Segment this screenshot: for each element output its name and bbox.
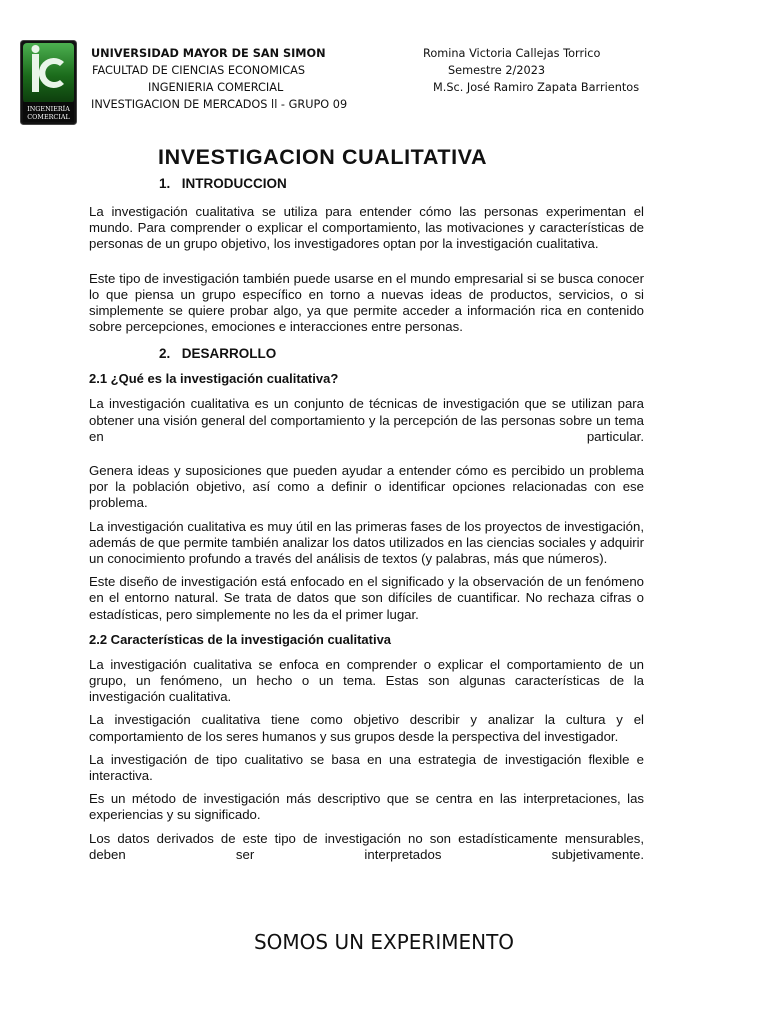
paragraph: Es un método de investigación más descriptivo que se centra en las interpretaciones, las experiencias y su significado. (89, 791, 644, 823)
semester: Semestre 2/2023 (448, 64, 546, 77)
subsection-heading: 2.1 ¿Qué es la investigación cualitativa? (89, 371, 339, 387)
page-title: INVESTIGACION CUALITATIVA (158, 145, 488, 169)
faculty-logo (20, 40, 77, 125)
paragraph: La investigación cualitativa tiene como objetivo describir y analizar la cultura y el comportamiento de los seres humanos y sus grupos desde la perspectiva del investigador. (89, 712, 644, 744)
logo-text-line-2: COMERCIAL (27, 113, 70, 121)
paragraph: La investigación cualitativa es muy útil en las primeras fases de los proyectos de investigación, además de que permite también analizar los datos utilizados en las ciencias sociales y adquirir un conocimiento profundo a través del análisis de textos (y palabras, más que números). (89, 518, 644, 567)
paragraph: La investigación cualitativa se enfoca en comprender o explicar el comportamiento de un grupo, un fenómeno, un hecho o un tema. Estas son algunas características de la investigación cualitativa. (89, 656, 644, 705)
paragraph: La investigación de tipo cualitativo se basa en una estrategia de investigación flexible e interactiva. (89, 751, 644, 784)
author-header (420, 45, 660, 96)
section-number: 2. (159, 346, 171, 362)
section-heading-intro (159, 175, 644, 192)
teacher-name: M.Sc. José Ramiro Zapata Barrientos (433, 81, 640, 94)
logo-text-line-1: INGENIERÍA (27, 105, 70, 113)
section-title: INTRODUCCION (181, 176, 287, 191)
course-group: INVESTIGACION DE MERCADOS ll - GRUPO 09 (91, 98, 348, 111)
faculty-name: FACULTAD DE CIENCIAS ECONOMICAS (92, 64, 305, 77)
paragraph: Genera ideas y suposiciones que pueden ayudar a entender cómo es percibido un problema por la población objetivo, así como a definir o identificar opciones relacionadas con ese problema. (89, 463, 644, 511)
institution-header (91, 45, 381, 113)
paragraph: Este diseño de investigación está enfocado en el significado y la observación de un fenómeno en el entorno natural. Se trata de datos que son difíciles de cuantificar. No rechaza cifras o estadísticas, pero simplemente no les da el primer lugar. (89, 574, 644, 622)
subsection-heading: 2.2 Características de la investigación cualitativa (89, 631, 392, 647)
footer-slogan: SOMOS UN EXPERIMENTO (253, 930, 515, 954)
section-number: 1. (159, 176, 171, 191)
university-name: UNIVERSIDAD MAYOR DE SAN SIMON (91, 47, 326, 60)
author-name: Romina Victoria Callejas Torrico (423, 47, 601, 60)
section-title: DESARROLLO (181, 346, 277, 362)
section-heading-desarrollo (159, 345, 644, 362)
paragraph: La investigación cualitativa es un conjunto de técnicas de investigación que se utilizan para obtener una visión general del comportamiento y la percepción de las personas sobre un tema en particular. (89, 396, 644, 444)
paragraph: Este tipo de investigación también puede usarse en el mundo empresarial si se busca conocer lo que piensa un grupo específico en torno a nuevas ideas de productos, servicios, o si simplemente se quiere probar algo, ya que permite acceder a información rica en contenido sobre percepciones, emociones e interacciones entre personas. (89, 270, 644, 335)
document-body (89, 140, 644, 870)
paragraph: Los datos derivados de este tipo de investigación no son estadísticamente mensurables, deben ser interpretados subjetivamente. (89, 830, 644, 862)
career-name: INGENIERIA COMERCIAL (148, 81, 284, 94)
paragraph: La investigación cualitativa se utiliza para entender cómo las personas experimentan el mundo. Para comprender o explicar el comportamiento, las motivaciones y características de personas de un grupo objetivo, los investigadores optan por la investigación cualitativa. (89, 204, 644, 252)
